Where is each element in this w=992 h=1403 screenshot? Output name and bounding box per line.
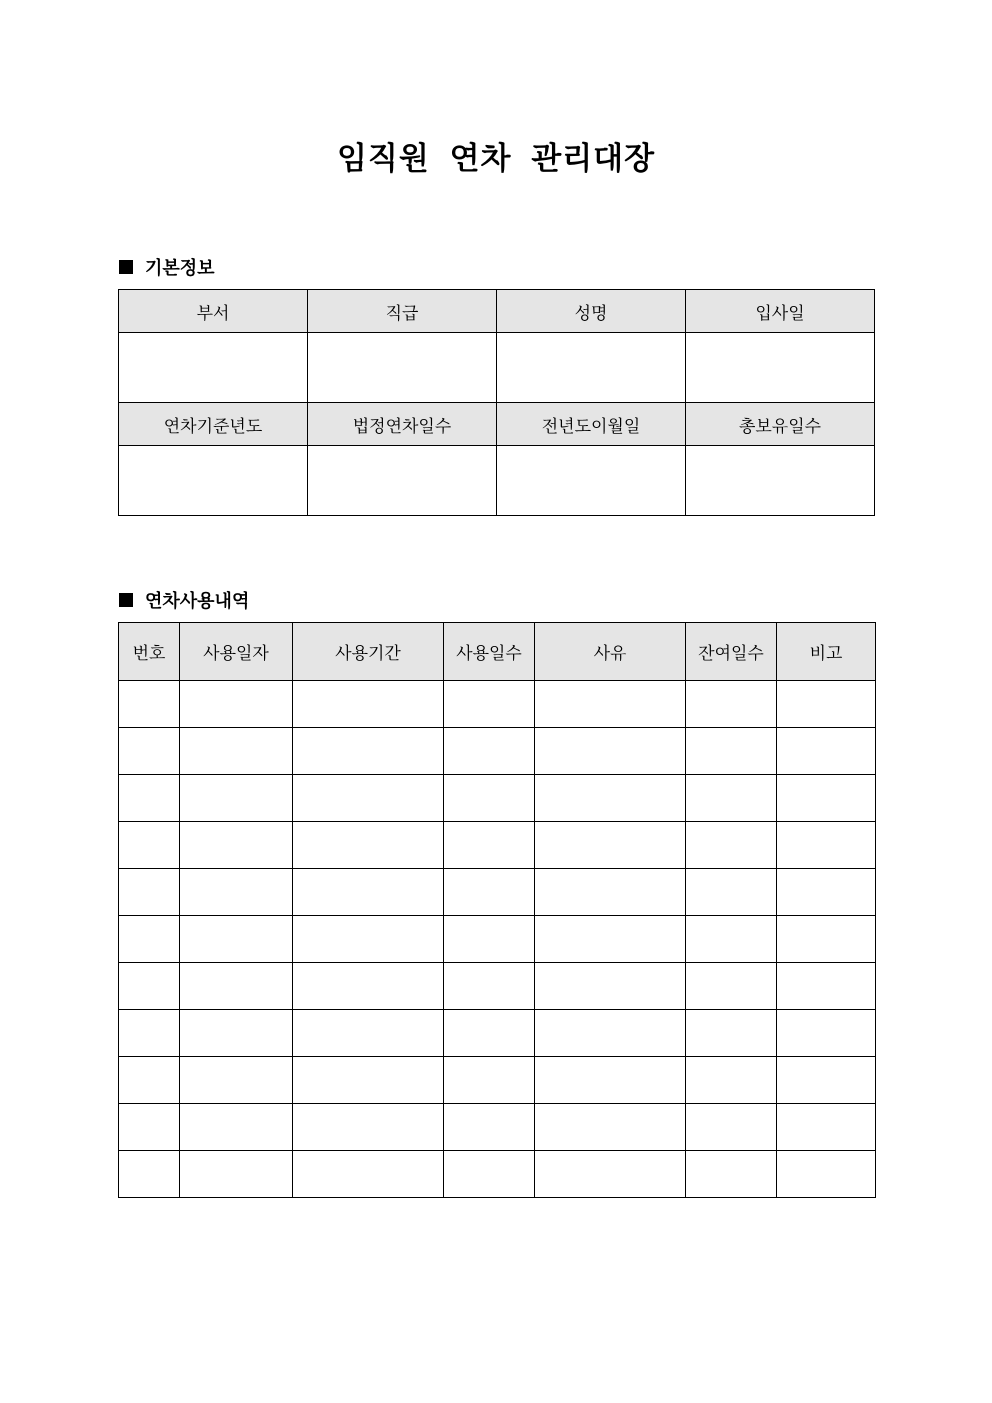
table-row: [119, 728, 876, 775]
basic-info-header-row-1: [119, 290, 875, 333]
table-row: [119, 1104, 876, 1151]
usage-period-cell[interactable]: [293, 822, 444, 869]
reason-cell[interactable]: [535, 869, 686, 916]
usage-date-cell[interactable]: [180, 1151, 293, 1198]
usage-days-cell[interactable]: [444, 775, 535, 822]
basic-info-table: [118, 289, 875, 516]
usage-days-cell[interactable]: [444, 1151, 535, 1198]
statutory-leave-days-cell[interactable]: [308, 446, 497, 516]
name-cell[interactable]: [497, 333, 686, 403]
usage-date-cell[interactable]: [180, 1057, 293, 1104]
reason-cell[interactable]: [535, 1151, 686, 1198]
reason-cell[interactable]: [535, 681, 686, 728]
remarks-cell[interactable]: [777, 681, 876, 728]
number-cell[interactable]: [119, 1151, 180, 1198]
reason-cell[interactable]: [535, 775, 686, 822]
remarks-cell[interactable]: [777, 963, 876, 1010]
basic-info-value-row-2: [119, 446, 875, 516]
square-bullet-icon: [119, 260, 133, 274]
reason-cell[interactable]: [535, 916, 686, 963]
usage-date-cell[interactable]: [180, 916, 293, 963]
remaining-days-cell[interactable]: [686, 822, 777, 869]
header-number: 번호: [119, 623, 180, 681]
header-reason: 사유: [535, 623, 686, 681]
usage-table: [118, 622, 876, 1198]
reason-cell[interactable]: [535, 1057, 686, 1104]
number-cell[interactable]: [119, 728, 180, 775]
table-row: [119, 1010, 876, 1057]
position-cell[interactable]: [308, 333, 497, 403]
header-leave-base-year: 연차기준년도: [119, 403, 308, 446]
header-remarks: 비고: [777, 623, 876, 681]
usage-heading-label: 연차사용내역: [145, 591, 250, 612]
table-row: [119, 963, 876, 1010]
header-carryover-days: 전년도이월일: [497, 403, 686, 446]
table-row: [119, 916, 876, 963]
usage-date-cell[interactable]: [180, 963, 293, 1010]
remarks-cell[interactable]: [777, 869, 876, 916]
usage-days-cell[interactable]: [444, 916, 535, 963]
number-cell[interactable]: [119, 775, 180, 822]
usage-period-cell[interactable]: [293, 1151, 444, 1198]
usage-date-cell[interactable]: [180, 822, 293, 869]
usage-period-cell[interactable]: [293, 775, 444, 822]
usage-header-row: [119, 623, 876, 681]
remarks-cell[interactable]: [777, 1057, 876, 1104]
basic-info-header-row-2: [119, 403, 875, 446]
join-date-cell[interactable]: [686, 333, 875, 403]
number-cell[interactable]: [119, 963, 180, 1010]
usage-table-body: [119, 681, 876, 1198]
usage-days-cell[interactable]: [444, 1104, 535, 1151]
number-cell[interactable]: [119, 869, 180, 916]
usage-period-cell[interactable]: [293, 869, 444, 916]
reason-cell[interactable]: [535, 1104, 686, 1151]
usage-days-cell[interactable]: [444, 681, 535, 728]
usage-days-cell[interactable]: [444, 869, 535, 916]
number-cell[interactable]: [119, 1104, 180, 1151]
carryover-days-cell[interactable]: [497, 446, 686, 516]
remaining-days-cell[interactable]: [686, 1057, 777, 1104]
usage-period-cell[interactable]: [293, 916, 444, 963]
table-row: [119, 869, 876, 916]
usage-date-cell[interactable]: [180, 728, 293, 775]
remarks-cell[interactable]: [777, 1104, 876, 1151]
usage-date-cell[interactable]: [180, 1104, 293, 1151]
reason-cell[interactable]: [535, 1010, 686, 1057]
header-usage-days: 사용일수: [444, 623, 535, 681]
reason-cell[interactable]: [535, 822, 686, 869]
header-position: 직급: [308, 290, 497, 333]
usage-period-cell[interactable]: [293, 1104, 444, 1151]
reason-cell[interactable]: [535, 728, 686, 775]
remarks-cell[interactable]: [777, 822, 876, 869]
usage-date-cell[interactable]: [180, 681, 293, 728]
usage-days-cell[interactable]: [444, 822, 535, 869]
header-department: 부서: [119, 290, 308, 333]
page-title: 임직원 연차 관리대장: [336, 141, 656, 177]
usage-period-cell[interactable]: [293, 1010, 444, 1057]
remaining-days-cell[interactable]: [686, 916, 777, 963]
header-join-date: 입사일: [686, 290, 875, 333]
number-cell[interactable]: [119, 916, 180, 963]
header-name: 성명: [497, 290, 686, 333]
basic-info-heading-label: 기본정보: [145, 258, 215, 279]
remaining-days-cell[interactable]: [686, 869, 777, 916]
usage-days-cell[interactable]: [444, 1057, 535, 1104]
header-remaining-days: 잔여일수: [686, 623, 777, 681]
remarks-cell[interactable]: [777, 775, 876, 822]
usage-period-cell[interactable]: [293, 963, 444, 1010]
header-total-days: 총보유일수: [686, 403, 875, 446]
number-cell[interactable]: [119, 1010, 180, 1057]
table-row: [119, 1151, 876, 1198]
usage-days-cell[interactable]: [444, 963, 535, 1010]
department-cell[interactable]: [119, 333, 308, 403]
header-usage-date: 사용일자: [180, 623, 293, 681]
remaining-days-cell[interactable]: [686, 681, 777, 728]
number-cell[interactable]: [119, 1057, 180, 1104]
remaining-days-cell[interactable]: [686, 775, 777, 822]
square-bullet-icon: [119, 593, 133, 607]
table-row: [119, 775, 876, 822]
usage-days-cell[interactable]: [444, 1010, 535, 1057]
usage-period-cell[interactable]: [293, 1057, 444, 1104]
leave-base-year-cell[interactable]: [119, 446, 308, 516]
header-statutory-leave-days: 법정연차일수: [308, 403, 497, 446]
basic-info-value-row-1: [119, 333, 875, 403]
remarks-cell[interactable]: [777, 728, 876, 775]
usage-date-cell[interactable]: [180, 1010, 293, 1057]
remaining-days-cell[interactable]: [686, 1104, 777, 1151]
header-usage-period: 사용기간: [293, 623, 444, 681]
usage-period-cell[interactable]: [293, 728, 444, 775]
reason-cell[interactable]: [535, 963, 686, 1010]
table-row: [119, 822, 876, 869]
table-row: [119, 681, 876, 728]
remaining-days-cell[interactable]: [686, 1010, 777, 1057]
usage-days-cell[interactable]: [444, 728, 535, 775]
usage-period-cell[interactable]: [293, 681, 444, 728]
remarks-cell[interactable]: [777, 1151, 876, 1198]
remarks-cell[interactable]: [777, 916, 876, 963]
remarks-cell[interactable]: [777, 1010, 876, 1057]
table-row: [119, 1057, 876, 1104]
number-cell[interactable]: [119, 681, 180, 728]
usage-date-cell[interactable]: [180, 775, 293, 822]
total-days-cell[interactable]: [686, 446, 875, 516]
usage-heading: [119, 587, 249, 613]
number-cell[interactable]: [119, 822, 180, 869]
remaining-days-cell[interactable]: [686, 963, 777, 1010]
basic-info-heading: [119, 254, 215, 280]
usage-date-cell[interactable]: [180, 869, 293, 916]
remaining-days-cell[interactable]: [686, 1151, 777, 1198]
remaining-days-cell[interactable]: [686, 728, 777, 775]
